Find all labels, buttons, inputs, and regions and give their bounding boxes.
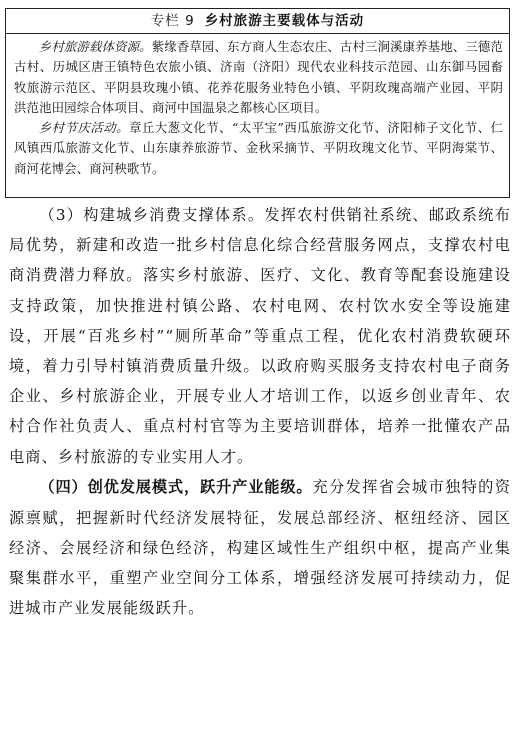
- section-heading: （四）创优发展模式，跃升产业能级。: [39, 478, 313, 497]
- carriers-paragraph: [14, 37, 503, 118]
- sidebar-box: [5, 8, 510, 198]
- consumption-system-paragraph: （3）构建城乡消费支撑体系。发挥农村供销社系统、邮政系统布局优势，新建和改造一批乡村信息化综合经营服务网点，支撑农村电商消费潜力释放。落实乡村旅游、医疗、文化、教育等配套设施建设支持政策，加快推进村镇公路、农村电网、农村饮水安全等设施建设，开展“百兆乡村”“厕所革命”等重点工程，优化农村消费软硬环境，着力引导村镇消费质量升级。以政府购买服务支持农村电子商务企业、乡村旅游企业，开展专业人才培训工作，以返乡创业青年、农村合作社负责人、重点村村官等为主要培训群体，培养一批懂农产品电商、乡村旅游的专业实用人才。: [9, 206, 511, 466]
- festivals-text: 章丘大葱文化节、“太平宝”西瓜旅游文化节、济阳柿子文化节、仁风镇西瓜旅游文化节、山东康养旅游节、金秋采摘节、平阴玫瑰文化节、平阴海棠节、商河花博会、商河秧歌节。: [14, 120, 503, 176]
- development-model-paragraph: [9, 472, 511, 623]
- carriers-text: 紫缘香草园、东方商人生态农庄、古村三涧溪康养基地、三德范古村、历城区唐王镇特色农旅小镇、济南（济阳）现代农业科技示范园、山东御马园畜牧旅游示范区、平阴县玫瑰小镇、花养花服务业特色小镇、平阴玫瑰高端产业园、平阴洪范池田园综合体项目、商河中国温泉之都核心区项目。: [14, 39, 503, 115]
- sidebar-box-title: [6, 9, 509, 34]
- sidebar-box-number: 专栏 9: [150, 13, 195, 29]
- section-text: 充分发挥省会城市独特的资源禀赋，把握新时代经济发展特征，发展总部经济、枢纽经济、园区经济、会展经济和绿色经济，构建区域性生产组织中枢，提高产业集聚集群水平，重塑产业空间分工体系，增强经济发展可持续动力，促进城市产业发展能级跃升。: [9, 478, 512, 618]
- carriers-lead: 乡村旅游载体资源。: [38, 39, 152, 54]
- festivals-lead: 乡村节庆活动。: [38, 120, 129, 136]
- main-text: [9, 200, 511, 623]
- sidebar-box-body: [6, 34, 509, 179]
- sidebar-box-heading: 乡村旅游主要载体与活动: [204, 13, 365, 29]
- festivals-paragraph: [14, 118, 503, 179]
